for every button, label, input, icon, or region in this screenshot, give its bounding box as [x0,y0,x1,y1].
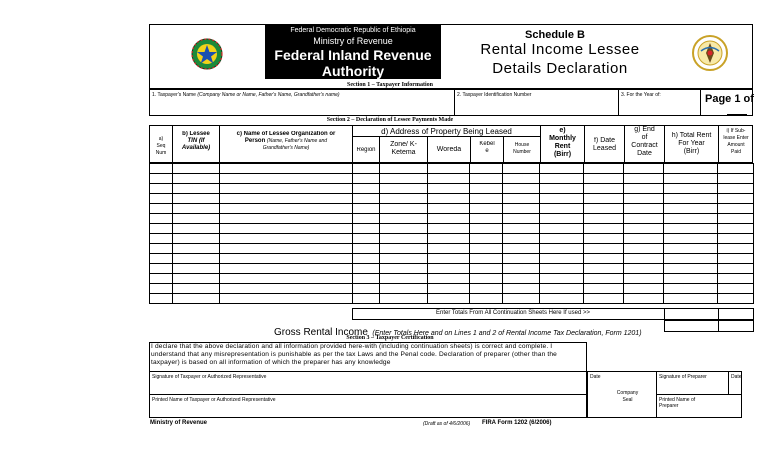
grid-cell[interactable] [219,224,352,234]
table-row[interactable] [150,164,754,174]
grid-cell[interactable] [584,214,624,224]
grid-cell[interactable] [540,234,584,244]
grid-cell[interactable] [540,204,584,214]
grid-cell[interactable] [150,234,173,244]
grid-cell[interactable] [150,174,173,184]
grid-cell[interactable] [150,294,173,304]
grid-cell[interactable] [379,164,427,174]
grid-cell[interactable] [219,294,352,304]
table-row[interactable] [150,264,754,274]
grid-cell[interactable] [150,254,173,264]
grid-cell[interactable] [624,234,664,244]
table-row[interactable] [150,254,754,264]
banner-line-3: Federal Inland Revenue [274,47,432,63]
grid-cell[interactable] [540,274,584,284]
grid-cell[interactable] [427,184,470,194]
grid-cell[interactable] [427,214,470,224]
grid-cell[interactable] [664,284,718,294]
grid-cell[interactable] [470,244,503,254]
grid-cell[interactable] [584,164,624,174]
grid-cell[interactable] [503,184,540,194]
grid-cell[interactable] [427,264,470,274]
grid-cell[interactable] [717,294,753,304]
grid-cell[interactable] [470,284,503,294]
grid-cell[interactable] [664,164,718,174]
grid-cell[interactable] [624,274,664,284]
grid-cell[interactable] [624,194,664,204]
grid-cell[interactable] [470,254,503,264]
grid-cell[interactable] [219,174,352,184]
col-zone: Zone/ K- Ketema [390,141,417,156]
grid-cell[interactable] [427,234,470,244]
grid-cell[interactable] [470,264,503,274]
grid-cell[interactable] [379,274,427,284]
grid-cell[interactable] [172,194,219,204]
grid-cell[interactable] [470,224,503,234]
grid-cell[interactable] [540,294,584,304]
year-field[interactable]: 3. For the Year of: [621,92,661,98]
grid-cell[interactable] [379,214,427,224]
grid-cell[interactable] [219,214,352,224]
payments-grid[interactable] [149,163,754,304]
grid-cell[interactable] [624,184,664,194]
table-row[interactable] [150,214,754,224]
grid-cell[interactable] [717,274,753,284]
grid-cell[interactable] [470,234,503,244]
date-label: Date [590,374,601,380]
grid-cell[interactable] [150,164,173,174]
grid-cell[interactable] [172,274,219,284]
col-sublease: i) If Sub- lease Enter Amount Paid [723,128,749,155]
grid-cell[interactable] [664,234,718,244]
grid-cell[interactable] [540,174,584,184]
table-row[interactable] [150,204,754,214]
grid-cell[interactable] [172,224,219,234]
grid-cell[interactable] [150,194,173,204]
grid-cell[interactable] [219,164,352,174]
grid-cell[interactable] [219,184,352,194]
col-woreda: Woreda [436,146,462,153]
grid-cell[interactable] [470,184,503,194]
grid-cell[interactable] [624,294,664,304]
grid-cell[interactable] [624,254,664,264]
col-end-date: g) End of Contract Date [631,126,658,157]
grid-cell[interactable] [352,254,379,264]
grid-cell[interactable] [427,284,470,294]
grid-cell[interactable] [219,264,352,274]
footer-form-number: FIRA Form 1202 (6/2006) [482,420,552,426]
grid-cell[interactable] [584,254,624,264]
section3-title: Section 3 – Taxpayer Certification [346,335,434,341]
grid-cell[interactable] [172,264,219,274]
grid-cell[interactable] [584,274,624,284]
grid-cell[interactable] [219,194,352,204]
grid-cell[interactable] [624,264,664,274]
taxpayer-name-hint: (Company Name or Name, Father's Name, Grandfather's name) [197,92,340,98]
grid-cell[interactable] [172,164,219,174]
grid-cell[interactable] [219,254,352,264]
col-lessee-tin-title: b) Lessee [182,131,210,137]
grid-cell[interactable] [717,234,753,244]
grid-cell[interactable] [352,194,379,204]
col-lessee-tin-sub: TIN (If Available) [181,138,211,151]
grid-cell[interactable] [717,174,753,184]
grid-cell[interactable] [717,214,753,224]
grid-cell[interactable] [427,244,470,254]
grid-cell[interactable] [172,284,219,294]
taxpayer-printed-name-field[interactable]: Printed Name of Taxpayer or Authorized Representative [152,397,276,403]
grid-cell[interactable] [503,194,540,204]
grid-cell[interactable] [664,274,718,284]
ethiopia-emblem-icon [189,31,225,77]
col-seq-num: a) Seq Num [155,136,167,156]
col-region: Region [356,147,376,153]
form-title-line-2: Details Declaration [492,60,628,77]
preparer-date-label: Date [731,374,742,380]
grid-cell[interactable] [379,294,427,304]
banner-line-4: Authority [321,63,385,79]
grid-cell[interactable] [172,294,219,304]
col-lessee-name-sub: Person [244,138,266,144]
declaration-text: I declare that the above declaration and all information provided here-with (including continuation sheets) is correct and complete. I understand that any misrepresentation is punishable as per the tax Laws and the Penal code. Declaration of preparer (other than the taxpayer) is based on all information of which the preparer has any knowledge [151,343,557,366]
grid-cell[interactable] [352,174,379,184]
grid-cell[interactable] [664,204,718,214]
grid-cell[interactable] [503,254,540,264]
grid-cell[interactable] [624,214,664,224]
grid-cell[interactable] [172,214,219,224]
form-title-line-1: Rental Income Lessee [480,41,640,58]
grid-cell[interactable] [172,234,219,244]
grid-cell[interactable] [503,204,540,214]
table-row[interactable] [150,234,754,244]
grid-cell[interactable] [540,244,584,254]
grid-cell[interactable] [470,194,503,204]
header-frame [149,24,753,89]
grid-cell[interactable] [503,264,540,274]
table-row[interactable] [150,274,754,284]
grid-cell[interactable] [427,254,470,264]
grid-cell[interactable] [664,264,718,274]
grid-cell[interactable] [352,264,379,274]
table-row[interactable] [150,244,754,254]
section1-title: Section 1 – Taxpayer Information [347,82,433,88]
authority-seal-icon [690,30,730,76]
grid-cell[interactable] [427,174,470,184]
gross-hint: (Enter Totals Here and on Lines 1 and 2 of Rental Income Tax Declaration, Form 1201) [372,330,642,337]
grid-cell[interactable] [352,164,379,174]
gross-label: Gross Rental Income [274,327,368,338]
tin-field[interactable]: 2. Taxpayer Identification Number [457,92,532,98]
table-row[interactable] [150,284,754,294]
grid-cell[interactable] [717,264,753,274]
grid-cell[interactable] [379,244,427,254]
banner-line-2: Ministry of Revenue [313,36,393,46]
table-row[interactable] [150,294,754,304]
table-row[interactable] [150,224,754,234]
grid-cell[interactable] [717,254,753,264]
grid-cell[interactable] [219,204,352,214]
authority-banner [265,24,441,79]
grid-cell[interactable] [664,224,718,234]
grid-cell[interactable] [540,164,584,174]
grid-cell[interactable] [427,164,470,174]
grid-cell[interactable] [664,244,718,254]
grid-cell[interactable] [470,214,503,224]
grid-cell[interactable] [352,274,379,284]
grid-cell[interactable] [540,184,584,194]
grid-cell[interactable] [470,274,503,284]
grid-cell[interactable] [379,204,427,214]
grid-cell[interactable] [379,194,427,204]
preparer-printed-name-label: Printed Name of Preparer [659,397,696,409]
grid-cell[interactable] [584,174,624,184]
grid-cell[interactable] [219,284,352,294]
grid-cell[interactable] [624,224,664,234]
grid-cell[interactable] [540,214,584,224]
grid-cell[interactable] [503,234,540,244]
grid-cell[interactable] [352,294,379,304]
grid-cell[interactable] [540,224,584,234]
grid-cell[interactable] [379,174,427,184]
grid-cell[interactable] [503,164,540,174]
grid-cell[interactable] [219,234,352,244]
grid-cell[interactable] [664,254,718,264]
section2-title: Section 2 – Declaration of Lessee Payments Made [326,117,454,123]
table-row[interactable] [150,174,754,184]
grid-cell[interactable] [150,214,173,224]
grid-cell[interactable] [584,194,624,204]
grid-cell[interactable] [352,204,379,214]
grid-cell[interactable] [540,194,584,204]
grid-cell[interactable] [150,184,173,194]
grid-cell[interactable] [664,214,718,224]
grid-cell[interactable] [664,184,718,194]
grid-cell[interactable] [503,224,540,234]
col-lessee-name-title: c) Name of Lessee Organization or [236,131,336,137]
grid-cell[interactable] [379,254,427,264]
grid-cell[interactable] [624,174,664,184]
grid-cell[interactable] [352,184,379,194]
table-row[interactable] [150,184,754,194]
grid-cell[interactable] [172,254,219,264]
grid-cell[interactable] [470,174,503,184]
col-date-leased: f) Date Leased [593,137,616,152]
grid-cell[interactable] [717,164,753,174]
table-row[interactable] [150,194,754,204]
gross-total-box[interactable] [664,320,754,332]
grid-cell[interactable] [427,274,470,284]
grid-cell[interactable] [150,204,173,214]
grid-cell[interactable] [352,284,379,294]
grid-cell[interactable] [150,264,173,274]
grid-cell[interactable] [470,164,503,174]
grid-cell[interactable] [379,264,427,274]
grid-cell[interactable] [352,234,379,244]
grid-cell[interactable] [717,244,753,254]
banner-line-1: Federal Democratic Republic of Ethiopia [290,27,416,34]
grid-cell[interactable] [624,284,664,294]
grid-cell[interactable] [503,284,540,294]
footer-ministry: Ministry of Revenue [150,420,208,426]
grid-cell[interactable] [172,184,219,194]
grid-cell[interactable] [427,224,470,234]
taxpayer-name-field[interactable] [152,92,340,98]
grid-cell[interactable] [664,294,718,304]
preparer-signature-label: Signature of Preparer [659,374,707,380]
grid-cell[interactable] [503,274,540,284]
grid-cell[interactable] [717,284,753,294]
col-kebele: Kebel e [479,141,495,154]
grid-cell[interactable] [624,164,664,174]
grid-cell[interactable] [584,294,624,304]
grid-cell[interactable] [624,244,664,254]
grid-cell[interactable] [540,284,584,294]
grid-cell[interactable] [584,284,624,294]
continuation-label: Enter Totals From All Continuation Sheets Here If used >> [436,310,590,316]
grid-cell[interactable] [150,284,173,294]
grid-cell[interactable] [379,284,427,294]
grid-cell[interactable] [540,264,584,274]
grid-cell[interactable] [584,184,624,194]
taxpayer-name-label: 1. Taxpayer's Name [152,92,196,98]
footer-draft: (Draft as of 4/6/2006) [423,421,471,427]
grid-cell[interactable] [584,244,624,254]
col-monthly-rent: e) Monthly Rent (Birr) [549,127,576,158]
col-lessee-tin [173,131,219,152]
grid-cell[interactable] [503,244,540,254]
grid-cell[interactable] [219,244,352,254]
grid-cell[interactable] [379,234,427,244]
grid-cell[interactable] [540,254,584,264]
grid-cell[interactable] [379,224,427,234]
grid-cell[interactable] [172,174,219,184]
grid-cell[interactable] [379,184,427,194]
col-lessee-name [220,131,352,152]
schedule-label: Schedule B [525,29,585,41]
grid-cell[interactable] [150,274,173,284]
grid-cell[interactable] [664,194,718,204]
grid-cell[interactable] [352,214,379,224]
grid-cell[interactable] [503,174,540,184]
grid-cell[interactable] [717,224,753,234]
grid-cell[interactable] [664,174,718,184]
page-number-label: Page 1 of [705,93,754,105]
taxpayer-signature-field[interactable]: Signature of Taxpayer or Authorized Representative [152,374,267,380]
grid-cell[interactable] [717,204,753,214]
col-total-rent: h) Total Rent For Year (Birr) [671,132,712,155]
grid-cell[interactable] [172,204,219,214]
company-seal-label: Company Seal [616,390,639,403]
grid-cell[interactable] [584,204,624,214]
grid-cell[interactable] [624,204,664,214]
grid-cell[interactable] [150,244,173,254]
grid-cell[interactable] [219,274,352,284]
col-address-title: d) Address of Property Being Leased [381,127,512,136]
grid-cell[interactable] [470,294,503,304]
grid-cell[interactable] [352,244,379,254]
grid-cell[interactable] [172,244,219,254]
col-lessee-name-hint: (Name, Father's Name and Grandfather's Name) [262,138,328,151]
grid-cell[interactable] [503,294,540,304]
grid-cell[interactable] [427,294,470,304]
grid-cell[interactable] [470,204,503,214]
grid-cell[interactable] [352,224,379,234]
col-house-number: House Number [513,142,531,155]
grid-cell[interactable] [427,194,470,204]
grid-cell[interactable] [427,204,470,214]
grid-cell[interactable] [503,214,540,224]
grid-cell[interactable] [150,224,173,234]
grid-cell[interactable] [584,224,624,234]
grid-cell[interactable] [584,264,624,274]
grid-cell[interactable] [717,194,753,204]
grid-cell[interactable] [717,184,753,194]
grid-cell[interactable] [584,234,624,244]
